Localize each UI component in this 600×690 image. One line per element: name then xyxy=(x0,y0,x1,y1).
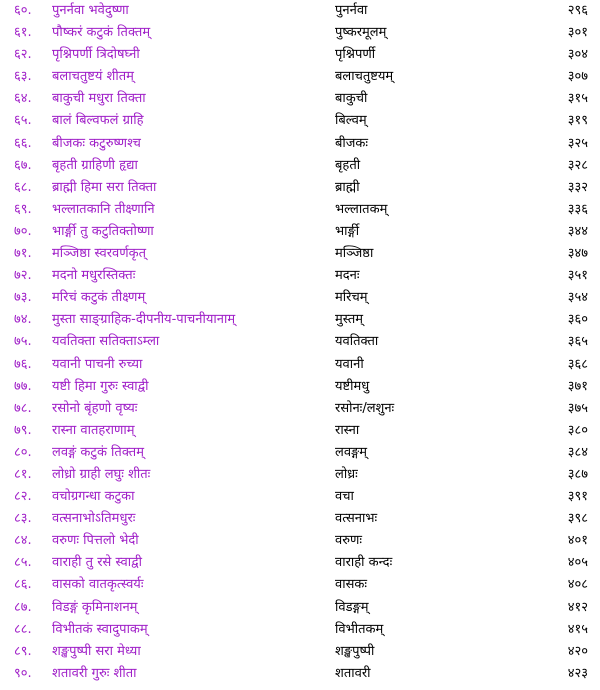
herb-name: बाकुची xyxy=(335,91,368,107)
verse-text: पुनर्नवा भवेदुष्णा xyxy=(52,3,129,18)
herb-name: लवङ्गम् xyxy=(335,444,368,460)
verse-text: लवङ्गं कटुकं तिक्तम् xyxy=(52,444,144,460)
page-number: ३०४ xyxy=(567,47,588,63)
page-number: ३४७ xyxy=(567,246,588,262)
verse-text: वत्सनाभोऽतिमधुरः xyxy=(52,511,136,527)
table-row xyxy=(0,243,600,265)
table-row xyxy=(0,155,600,177)
table-row xyxy=(0,442,600,464)
herb-name: वत्सनाभः xyxy=(335,511,378,527)
verse-text: वाराही तु रसे स्वाद्वी xyxy=(52,555,142,571)
verse-text: यवतिक्ता सतिक्ताऽम्ला xyxy=(52,334,160,350)
table-row xyxy=(0,66,600,88)
entry-number: ८४. xyxy=(14,533,32,549)
page-number: ४२३ xyxy=(567,665,588,681)
verse-text: ब्राह्मी हिमा सरा तिक्ता xyxy=(52,179,157,195)
herb-name: बृहती xyxy=(335,157,361,173)
herb-name: बीजकः xyxy=(335,135,369,151)
herb-name: रसोनः/लशुनः xyxy=(335,400,395,416)
page-number: ४२० xyxy=(567,643,588,659)
herb-name: यवतिक्ता xyxy=(335,334,379,350)
verse-text: बलाचतुष्टयं शीतम् xyxy=(52,69,134,85)
table-row xyxy=(0,309,600,331)
herb-name: मदनः xyxy=(335,268,360,284)
page-number: ३०१ xyxy=(567,25,588,41)
table-row xyxy=(0,88,600,110)
table-row xyxy=(0,619,600,641)
table-row xyxy=(0,508,600,530)
table-row xyxy=(0,464,600,486)
verse-text: रसोनो बृंहणो वृष्यः xyxy=(52,400,138,416)
entry-number: ६८. xyxy=(14,179,32,195)
entry-number: ७९. xyxy=(14,422,32,438)
herb-name: यवानी xyxy=(335,356,364,372)
page-number: ३६५ xyxy=(567,334,588,350)
verse-text: पौष्करं कटुकं तिक्तम् xyxy=(52,25,151,41)
table-row xyxy=(0,486,600,508)
page-number: ३७५ xyxy=(567,400,588,416)
table-row xyxy=(0,177,600,199)
table-row xyxy=(0,552,600,574)
entry-number: ८१. xyxy=(14,466,32,482)
table-row xyxy=(0,663,600,685)
entry-number: ६७. xyxy=(14,157,32,173)
herb-name: मुस्तम् xyxy=(335,312,364,328)
verse-text: विभीतकं स्वादुपाकम् xyxy=(52,621,148,637)
page-number: ३८० xyxy=(567,422,588,438)
verse-text: शङ्खपुष्पी सरा मेध्या xyxy=(52,643,141,659)
table-row xyxy=(0,265,600,287)
entry-number: ७३. xyxy=(14,290,32,306)
table-row xyxy=(0,0,600,22)
page-number: ३९८ xyxy=(567,511,588,527)
table-row xyxy=(0,221,600,243)
table-row xyxy=(0,420,600,442)
page-number: ३५१ xyxy=(567,268,588,284)
herb-name: वचा xyxy=(335,489,354,505)
verse-text: पृश्निपर्णी त्रिदोषघ्नी xyxy=(52,47,140,63)
page-number: ४०८ xyxy=(567,577,588,593)
herb-name: पुनर्नवा xyxy=(335,3,368,18)
verse-text: बीजकः कटुरुष्णश्च xyxy=(52,135,141,151)
page-number: ३८७ xyxy=(567,466,588,482)
entry-number: ६६. xyxy=(14,135,32,151)
page-number: ३५४ xyxy=(567,290,588,306)
verse-text: रास्ना वातहराणाम् xyxy=(52,422,135,438)
page-number: ४०५ xyxy=(567,555,588,571)
verse-text: शतावरी गुरुः शीता xyxy=(52,665,137,681)
entry-number: ८५. xyxy=(14,555,32,571)
verse-text: यवानी पाचनी रुच्या xyxy=(52,356,143,372)
table-row xyxy=(0,398,600,420)
page-number: ३३२ xyxy=(567,179,588,195)
table-row xyxy=(0,22,600,44)
entry-number: ७७. xyxy=(14,378,32,394)
entry-number: ७४. xyxy=(14,312,32,328)
entry-number: ६१. xyxy=(14,25,32,41)
page-number: ३६८ xyxy=(567,356,588,372)
page-number: २९६ xyxy=(567,3,588,18)
page-number: ४०१ xyxy=(567,533,588,549)
entry-number: ७२. xyxy=(14,268,32,284)
entry-number: ८८. xyxy=(14,621,32,637)
entry-number: ८२. xyxy=(14,489,32,505)
verse-text: लोध्रो ग्राही लघुः शीतः xyxy=(52,466,151,482)
verse-text: मुस्ता साङ्ग्राहिक-दीपनीय-पाचनीयानाम् xyxy=(52,312,236,328)
herb-name: ब्राह्मी xyxy=(335,179,360,195)
table-row xyxy=(0,574,600,596)
page-number: ३३६ xyxy=(567,201,588,217)
herb-name: विभीतकम् xyxy=(335,621,384,637)
herb-name: पृश्निपर्णी xyxy=(335,47,376,63)
herb-name: वाराही कन्दः xyxy=(335,555,393,571)
entry-number: ७५. xyxy=(14,334,32,350)
entry-number: ८३. xyxy=(14,511,32,527)
page-number: ३७१ xyxy=(567,378,588,394)
page-number: ३४४ xyxy=(567,223,588,239)
table-row xyxy=(0,530,600,552)
table-row xyxy=(0,133,600,155)
entry-number: ७८. xyxy=(14,400,32,416)
herb-name: पुष्करमूलम् xyxy=(335,25,387,41)
table-row xyxy=(0,287,600,309)
herb-name: बिल्वम् xyxy=(335,113,367,129)
table-row xyxy=(0,641,600,663)
entry-number: ६९. xyxy=(14,201,32,217)
table-row xyxy=(0,110,600,132)
table-row xyxy=(0,354,600,376)
herb-name: लोध्रः xyxy=(335,466,358,482)
entry-number: ६३. xyxy=(14,69,32,85)
verse-text: वासको वातकृत्स्वर्यः xyxy=(52,577,144,593)
entry-number: ७१. xyxy=(14,246,32,262)
entry-number: ७६. xyxy=(14,356,32,372)
entry-number: ६५. xyxy=(14,113,32,129)
herb-name: भार्ङ्गी xyxy=(335,223,360,239)
verse-text: मरिचं कटुकं तीक्ष्णम् xyxy=(52,290,146,306)
table-row xyxy=(0,199,600,221)
herb-name: मरिचम् xyxy=(335,290,368,306)
entry-number: ६०. xyxy=(14,3,32,18)
page-number: ३१५ xyxy=(567,91,588,107)
page-number: ३६० xyxy=(567,312,588,328)
table-row xyxy=(0,331,600,353)
herb-name: मञ्जिष्ठा xyxy=(335,246,374,262)
verse-text: वरुणः पित्तलो भेदी xyxy=(52,533,139,549)
table-row xyxy=(0,597,600,619)
verse-text: भल्लातकानि तीक्ष्णानि xyxy=(52,201,155,217)
verse-text: मञ्जिष्ठा स्वरवर्णकृत् xyxy=(52,246,147,262)
herb-name: भल्लातकम् xyxy=(335,201,388,217)
entry-number: ८६. xyxy=(14,577,32,593)
table-row xyxy=(0,376,600,398)
entry-number: ८९. xyxy=(14,643,32,659)
page-number: ३२८ xyxy=(567,157,588,173)
verse-text: मदनो मधुरस्तिक्तः xyxy=(52,268,136,284)
page-number: ३९१ xyxy=(567,489,588,505)
page-number: ३८४ xyxy=(567,444,588,460)
herb-name: शङ्खपुष्पी xyxy=(335,643,375,659)
page-number: ३२५ xyxy=(567,135,588,151)
herb-name: शतावरी xyxy=(335,665,371,681)
entry-number: ८०. xyxy=(14,444,32,460)
verse-text: भार्ङ्गी तु कटुतिक्तोष्णा xyxy=(52,223,154,239)
entry-number: ७०. xyxy=(14,223,32,239)
verse-text: बाकुची मधुरा तिक्ता xyxy=(52,91,146,107)
herb-name: विडङ्गम् xyxy=(335,599,369,615)
entry-number: ६२. xyxy=(14,47,32,63)
verse-text: यष्टी हिमा गुरुः स्वाद्वी xyxy=(52,378,149,394)
table-row xyxy=(0,44,600,66)
verse-text: बृहती ग्राहिणी हृद्या xyxy=(52,157,138,173)
verse-text: वचोग्रगन्धा कटुका xyxy=(52,489,135,505)
verse-text: विडङ्गं कृमिनाशनम् xyxy=(52,599,138,615)
herb-name: रास्ना xyxy=(335,422,360,438)
herb-name: बलाचतुष्टयम् xyxy=(335,69,394,85)
herb-name: वासकः xyxy=(335,577,367,593)
entry-number: ८७. xyxy=(14,599,32,615)
verse-text: बालं बिल्वफलं ग्राहि xyxy=(52,113,144,129)
herb-name: वरुणः xyxy=(335,533,363,549)
page-number: ३०७ xyxy=(567,69,588,85)
entry-number: ९०. xyxy=(14,665,32,681)
page-number: ४१२ xyxy=(567,599,588,615)
page-number: ४१५ xyxy=(567,621,588,637)
page-number: ३१९ xyxy=(567,113,588,129)
herb-name: यष्टीमधु xyxy=(335,378,370,394)
entry-number: ६४. xyxy=(14,91,32,107)
